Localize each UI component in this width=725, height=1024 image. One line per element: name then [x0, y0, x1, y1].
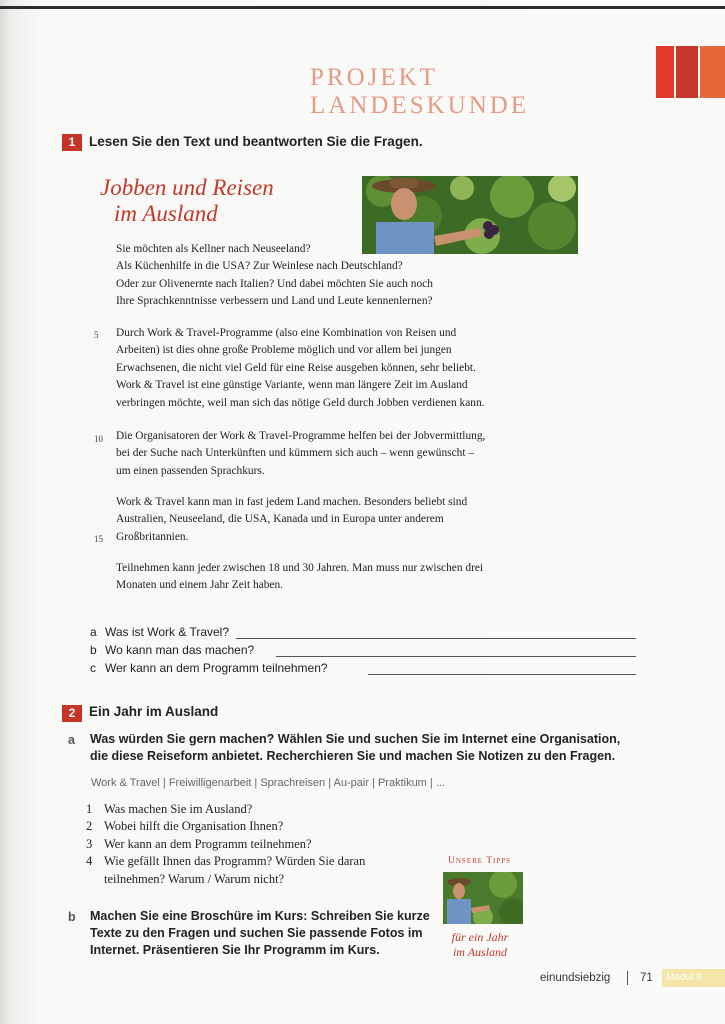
question-letter: c: [90, 661, 96, 675]
text-line: Erwachsenen, die nicht viel Geld für eine Reise ausgeben können, sehr beliebt.: [116, 361, 476, 374]
text-line: Machen Sie eine Broschüre im Kurs: Schreiben Sie kurze: [90, 909, 430, 923]
header-stripe-red: [656, 46, 674, 98]
text-line: Internet. Präsentieren Sie Ihr Programm im Kurs.: [90, 943, 380, 957]
article-paragraph-1: [116, 241, 546, 311]
question-c: [90, 661, 328, 675]
article-title: [100, 175, 350, 227]
text-line: Oder zur Olivenernte nach Italien? Und dabei möchten Sie auch noch: [116, 277, 433, 290]
text-line: Australien, Neuseeland, die USA, Kanada und in Europa unter anderem: [116, 513, 444, 526]
text-line: um einen passenden Sprachkurs.: [116, 464, 265, 477]
list-item: [86, 836, 365, 853]
top-border: [0, 6, 725, 9]
travel-options: Work & Travel | Freiwilligenarbeit | Sprachreisen | Au-pair | Praktikum | ...: [91, 777, 445, 789]
text-line: Teilnehmen kann jeder zwischen 18 und 30 Jahren. Man muss nur zwischen drei: [116, 562, 484, 574]
question-b: [90, 643, 254, 657]
footer-separator: [627, 971, 628, 985]
page-number-word: einundsiebzig: [540, 972, 611, 984]
text-line: Was würden Sie gern machen? Wählen Sie und suchen Sie im Internet eine Organisation,: [90, 732, 621, 746]
line-number-15: 15: [94, 534, 103, 544]
text-line: Großbritannien.: [116, 530, 189, 543]
answer-line-c[interactable]: [368, 674, 636, 675]
text-line: Arbeiten) ist dies ohne große Probleme möglich und vor allem bei jungen: [116, 344, 452, 357]
article-paragraph-3: [116, 428, 546, 480]
tips-label: Unsere Tipps: [448, 856, 512, 866]
list-text: Was machen Sie im Ausland?: [104, 802, 253, 816]
list-item: [86, 818, 365, 835]
task-2-number: 2: [62, 705, 82, 722]
list-text: Wer kann an dem Programm teilnehmen?: [104, 836, 312, 851]
question-letter: b: [90, 643, 97, 657]
list-text-continuation: teilnehmen? Warum / Warum nicht?: [104, 871, 285, 886]
text-line: Texte zu den Fragen und suchen Sie passende Fotos im: [90, 926, 423, 940]
question-a: [90, 625, 229, 639]
answer-line-a[interactable]: [236, 638, 636, 639]
question-text: Was ist Work & Travel?: [105, 625, 230, 639]
text-line: verbringen möchte, weil man sich das nötige Geld durch Jobben verdienen kann.: [116, 396, 485, 409]
question-text: Wo kann man das machen?: [105, 643, 255, 657]
task-1-number: 1: [62, 134, 82, 151]
list-item: [86, 801, 365, 818]
text-line: im Ausland: [452, 945, 508, 959]
text-line: Sie möchten als Kellner nach Neuseeland?: [116, 243, 311, 255]
task-2b-instruction: [90, 908, 430, 959]
list-number: 3: [86, 836, 93, 851]
text-line: Monaten und einem Jahr Zeit haben.: [116, 579, 284, 592]
page-number: 71: [640, 972, 653, 984]
article-paragraph-5: [116, 560, 546, 595]
text-line: für ein Jahr: [451, 930, 509, 944]
list-number: 2: [86, 819, 93, 834]
header-stripe-darkred: [676, 46, 698, 98]
tips-photo: [443, 872, 523, 924]
list-text: Wie gefällt Ihnen das Programm? Würden Sie daran: [104, 854, 366, 869]
text-line: die diese Reiseform anbietet. Recherchieren Sie und machen Sie Notizen zu den Fragen.: [90, 749, 616, 763]
module-tab: Modul 8: [662, 969, 725, 987]
tips-caption: [430, 930, 530, 960]
task-2-questions-list: [86, 801, 365, 888]
task-2a-instruction: [90, 731, 620, 765]
text-line: bei der Suche nach Unterkünften und kümmern sich auch – wenn gewünscht –: [116, 447, 475, 460]
text-line: Durch Work & Travel-Programme (also eine Kombination von Reisen und: [116, 327, 457, 339]
task-2-heading: Ein Jahr im Ausland: [89, 704, 219, 719]
question-text: Wer kann an dem Programm teilnehmen?: [105, 661, 328, 675]
text-line: Work & Travel ist eine günstige Variante, wenn man längere Zeit im Ausland: [116, 379, 468, 392]
list-item: [86, 853, 365, 870]
article-title-line-2: im Ausland: [114, 201, 218, 226]
list-number: 1: [86, 802, 93, 816]
article-paragraph-2: [116, 325, 546, 412]
question-letter: a: [90, 625, 97, 639]
text-line: Als Küchenhilfe in die USA? Zur Weinlese nach Deutschland?: [116, 260, 403, 273]
task-2a-letter: a: [68, 733, 75, 747]
line-number-5: 5: [94, 330, 99, 340]
answer-line-b[interactable]: [276, 656, 636, 657]
header-stripe-orange: [700, 46, 725, 98]
article-paragraph-4: [116, 494, 546, 546]
text-line: Die Organisatoren der Work & Travel-Programme helfen bei der Jobvermittlung,: [116, 430, 486, 442]
list-text: Wobei hilft die Organisation Ihnen?: [104, 819, 284, 834]
text-line: Work & Travel kann man in fast jedem Land machen. Besonders beliebt sind: [116, 496, 468, 508]
text-line: Ihre Sprachkenntnisse verbessern und Land und Leute kennenlernen?: [116, 295, 433, 308]
task-1-heading: Lesen Sie den Text und beantworten Sie die Fragen.: [89, 134, 423, 149]
task-2b-letter: b: [68, 910, 76, 924]
article-title-line-1: Jobben und Reisen: [100, 175, 274, 200]
page-header-title: PROJEKT LANDESKUNDE: [310, 64, 530, 119]
list-number: 4: [86, 854, 93, 869]
line-number-10: 10: [94, 434, 103, 444]
